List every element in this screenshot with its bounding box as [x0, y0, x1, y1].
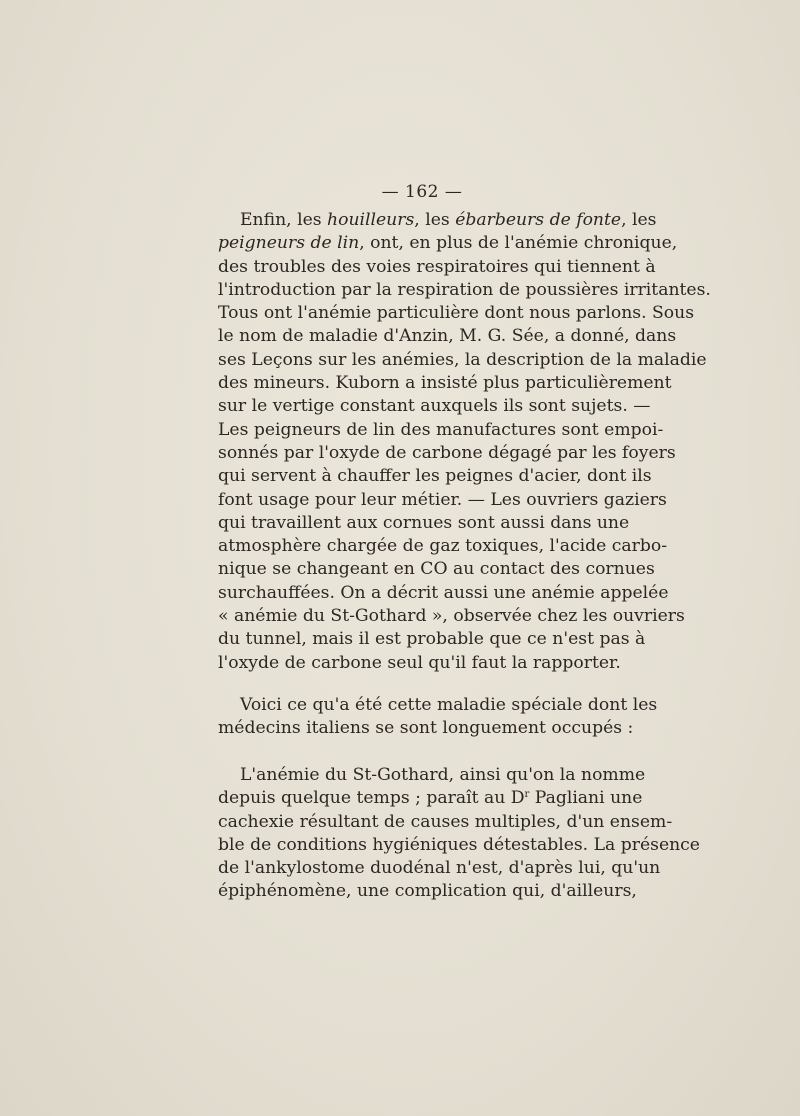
- text-run: cachexie résultant de causes multiples, d'un ensem-: [218, 811, 673, 832]
- text-run: , ont, en plus de l'anémie chronique,: [359, 233, 678, 254]
- text-line: [218, 764, 646, 787]
- text-run: « anémie du St-Gothard », observée chez les ouvriers: [218, 606, 685, 627]
- text-run: r: [524, 789, 530, 801]
- text-line: [218, 395, 651, 418]
- text-run: ble de conditions hygiéniques détestables. La présence: [218, 834, 700, 855]
- text-run: depuis quelque temps ; paraît au D: [218, 788, 525, 809]
- text-run: médecins italiens se sont longuement occupés :: [218, 718, 634, 739]
- text-run: des troubles des voies respiratoires qui tiennent à: [218, 256, 656, 277]
- text-line: [218, 857, 661, 880]
- text-line: [218, 372, 672, 395]
- text-run: qui travaillent aux cornues sont aussi dans une: [218, 512, 630, 533]
- text-run: l'introduction par la respiration de poussières irritantes.: [218, 279, 711, 300]
- text-line: [218, 256, 656, 279]
- text-line: [218, 787, 643, 810]
- text-run: Les peigneurs de lin des manufactures sont empoi-: [218, 419, 664, 440]
- text-line: [218, 279, 711, 302]
- text-run: des mineurs. Kuborn a insisté plus particulièrement: [218, 373, 672, 394]
- text-run: du tunnel, mais il est probable que ce n'est pas à: [218, 629, 646, 650]
- text-run: sur le vertige constant auxquels ils sont sujets. —: [218, 396, 651, 417]
- text-line: [218, 489, 667, 512]
- text-run: épiphénomène, une complication qui, d'ailleurs,: [218, 881, 637, 902]
- text-line: [218, 325, 677, 348]
- text-run: peigneurs de lin: [218, 233, 360, 254]
- text-line: [218, 582, 669, 605]
- text-line: [218, 605, 685, 628]
- paragraph-2: [218, 694, 658, 741]
- text-line: [218, 419, 664, 442]
- page-number: — 162 —: [381, 182, 463, 202]
- text-run: nique se changeant en CO au contact des cornues: [218, 559, 655, 580]
- text-run: qui servent à chauffer les peignes d'acier, dont ils: [218, 466, 652, 487]
- text-run: ébarbeurs de fonte: [455, 210, 622, 230]
- text-run: atmosphère chargée de gaz toxiques, l'acide carbo-: [218, 536, 667, 557]
- text-run: l'oxyde de carbone seul qu'il faut la rapporter.: [218, 652, 621, 673]
- text-run: surchauffées. On a décrit aussi une anémie appelée: [218, 582, 669, 603]
- text-line: [218, 652, 626, 675]
- text-line: [218, 880, 637, 903]
- text-line: [218, 834, 700, 857]
- text-line: [218, 694, 658, 717]
- text-run: , les: [414, 210, 456, 230]
- text-line: [218, 209, 657, 232]
- text-line: [218, 232, 678, 255]
- text-line: [218, 811, 673, 834]
- text-run: le nom de maladie d'Anzin, M. G. Sée, a donné, dans: [218, 326, 677, 347]
- text-line: [218, 717, 634, 740]
- text-run: Pagliani une: [529, 788, 643, 809]
- paragraph-1: [218, 209, 711, 675]
- text-run: Voici ce qu'a été cette maladie spéciale dont les: [240, 695, 658, 715]
- text-run: L'anémie du St-Gothard, ainsi qu'on la nomme: [240, 765, 646, 785]
- text-run: houilleurs: [327, 210, 415, 230]
- text-run: sonnés par l'oxyde de carbone dégagé par les foyers: [218, 442, 676, 463]
- text-run: Tous ont l'anémie particulière dont nous parlons. Sous: [218, 303, 695, 324]
- text-line: [218, 349, 707, 372]
- text-line: [218, 302, 695, 325]
- text-run: ses Leçons sur les anémies, la description de la maladie: [218, 349, 707, 370]
- text-line: [218, 628, 646, 651]
- text-line: [218, 558, 655, 581]
- text-line: [218, 535, 667, 558]
- text-run: , les: [621, 210, 657, 230]
- text-line: [218, 465, 652, 488]
- text-line: [218, 442, 676, 465]
- paragraph-3: [218, 764, 700, 904]
- text-run: Enfin, les: [240, 210, 328, 230]
- text-run: font usage pour leur métier. — Les ouvriers gaziers: [218, 489, 667, 510]
- text-run: de l'ankylostome duodénal n'est, d'après lui, qu'un: [218, 858, 661, 879]
- text-line: [218, 512, 630, 535]
